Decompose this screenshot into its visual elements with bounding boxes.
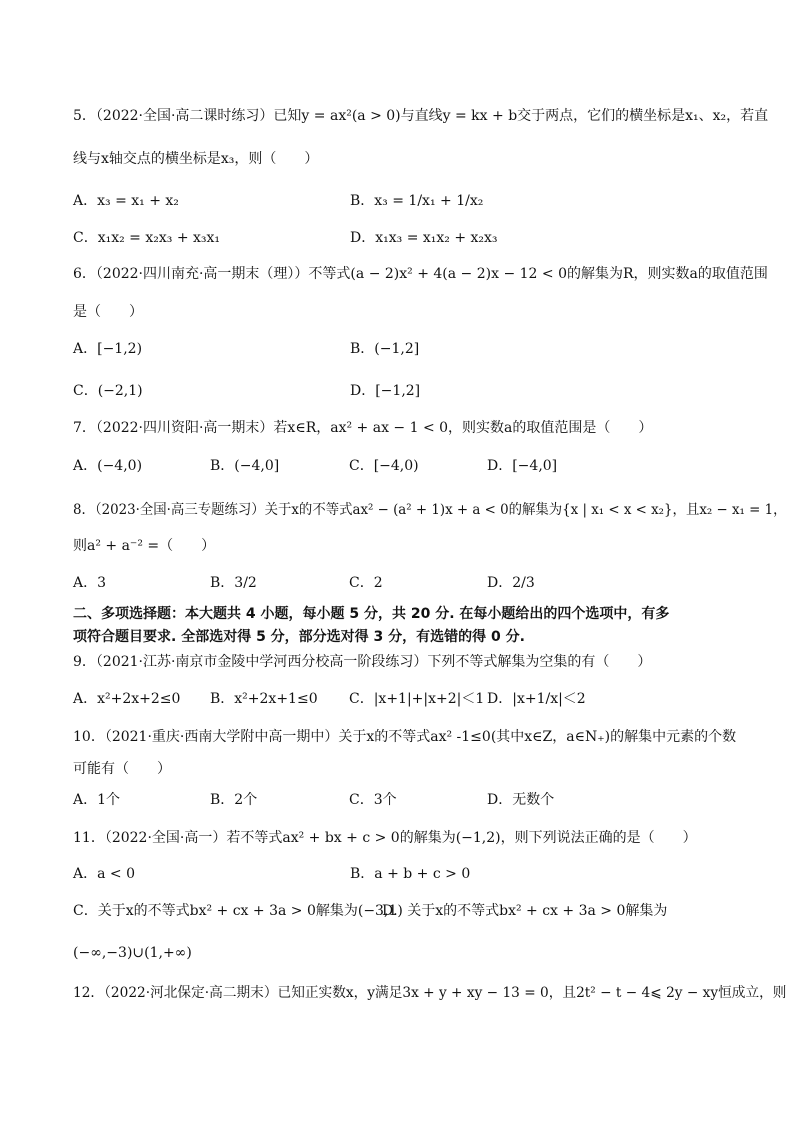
- q11-option-d-continued: (−∞,−3)∪(1,+∞): [73, 945, 192, 961]
- q9-option-a: A．x²+2x+2≤0: [73, 691, 181, 707]
- q8-stem-line1: 8．（2023·全国·高三专题练习）关于x的不等式ax² − (a² + 1)x + a < 0的解集为{x | x₁ < x < x₂}，且x₂ − x₁ = 1，: [73, 502, 787, 518]
- q5-stem-line1: 5．（2022·全国·高二课时练习）已知y = ax²(a > 0)与直线y = kx + b交于两点，它们的横坐标是x₁、x₂，若直: [73, 108, 769, 124]
- q8-option-c: C．2: [349, 575, 383, 591]
- q10-option-b: B．2个: [210, 792, 258, 808]
- q7-option-b: B．(−4,0]: [210, 458, 280, 474]
- section2-heading-line1: 二、多项选择题：本大题共 4 小题，每小题 5 分，共 20 分. 在每小题给出的四个选项中，有多: [73, 606, 670, 622]
- q6-stem-line1: 6．（2022·四川南充·高一期末（理））不等式(a − 2)x² + 4(a − 2)x − 12 < 0的解集为R，则实数a的取值范围: [73, 266, 768, 282]
- q11-option-c: C．关于x的不等式bx² + cx + 3a > 0解集为(−3,1): [73, 903, 403, 919]
- q12-stem-line1: 12．（2022·河北保定·高二期末）已知正实数x，y满足3x + y + xy − 13 = 0，且2t² − t − 4⩽ 2y − xy恒成立，则: [73, 985, 787, 1001]
- q7-stem-line1: 7．（2022·四川资阳·高一期末）若x∈R，ax² + ax − 1 < 0，则实数a的取值范围是（ ）: [73, 420, 653, 436]
- q9-option-d: D．|x+1/x|＜2: [487, 691, 586, 707]
- q10-stem-line2: 可能有（ ）: [73, 761, 171, 777]
- q7-option-a: A．(−4,0): [73, 458, 143, 474]
- q6-option-c: C．(−2,1): [73, 383, 143, 399]
- q10-stem-line1: 10．（2021·重庆·西南大学附中高一期中）关于x的不等式ax² -1≤0(其中x∈Z，a∈N₊)的解集中元素的个数: [73, 729, 737, 745]
- q8-stem-line2: 则a² + a⁻² =（ ）: [73, 538, 216, 554]
- q11-option-b: B．a + b + c > 0: [350, 866, 471, 882]
- q10-option-c: C．3个: [349, 792, 397, 808]
- q7-option-d: D．[−4,0]: [487, 458, 558, 474]
- q8-option-b: B．3/2: [210, 575, 257, 591]
- q8-option-d: D．2/3: [487, 575, 535, 591]
- q6-option-a: A．[−1,2): [73, 341, 143, 357]
- q10-option-d: D．无数个: [487, 792, 555, 808]
- q5-option-a: A．x₃ = x₁ + x₂: [73, 193, 179, 209]
- q5-option-b: B．x₃ = 1/x₁ + 1/x₂: [350, 193, 484, 209]
- q11-option-d: D．关于x的不等式bx² + cx + 3a > 0解集为: [382, 903, 668, 919]
- q9-option-b: B．x²+2x+1≤0: [210, 691, 318, 707]
- q10-option-a: A．1个: [73, 792, 121, 808]
- q11-stem-line1: 11．（2022·全国·高一）若不等式ax² + bx + c > 0的解集为(−1,2)，则下列说法正确的是（ ）: [73, 830, 697, 846]
- q5-option-d: D．x₁x₃ = x₁x₂ + x₂x₃: [350, 230, 498, 246]
- q7-option-c: C．[−4,0): [349, 458, 419, 474]
- q5-stem-line2: 线与x轴交点的横坐标是x₃，则（ ）: [73, 151, 319, 167]
- q9-stem-line1: 9．（2021·江苏·南京市金陵中学河西分校高一阶段练习）下列不等式解集为空集的有（ ）: [73, 654, 652, 670]
- section2-heading-line2: 项符合题目要求. 全部选对得 5 分，部分选对得 3 分，有选错的得 0 分.: [73, 629, 525, 645]
- q9-option-c: C．|x+1|+|x+2|＜1: [349, 691, 485, 707]
- q6-stem-line2: 是（ ）: [73, 304, 143, 320]
- q8-option-a: A．3: [73, 575, 107, 591]
- q6-option-b: B．(−1,2]: [350, 341, 420, 357]
- q5-option-c: C．x₁x₂ = x₂x₃ + x₃x₁: [73, 230, 221, 246]
- q6-option-d: D．[−1,2]: [350, 383, 421, 399]
- q11-option-a: A．a < 0: [73, 866, 135, 882]
